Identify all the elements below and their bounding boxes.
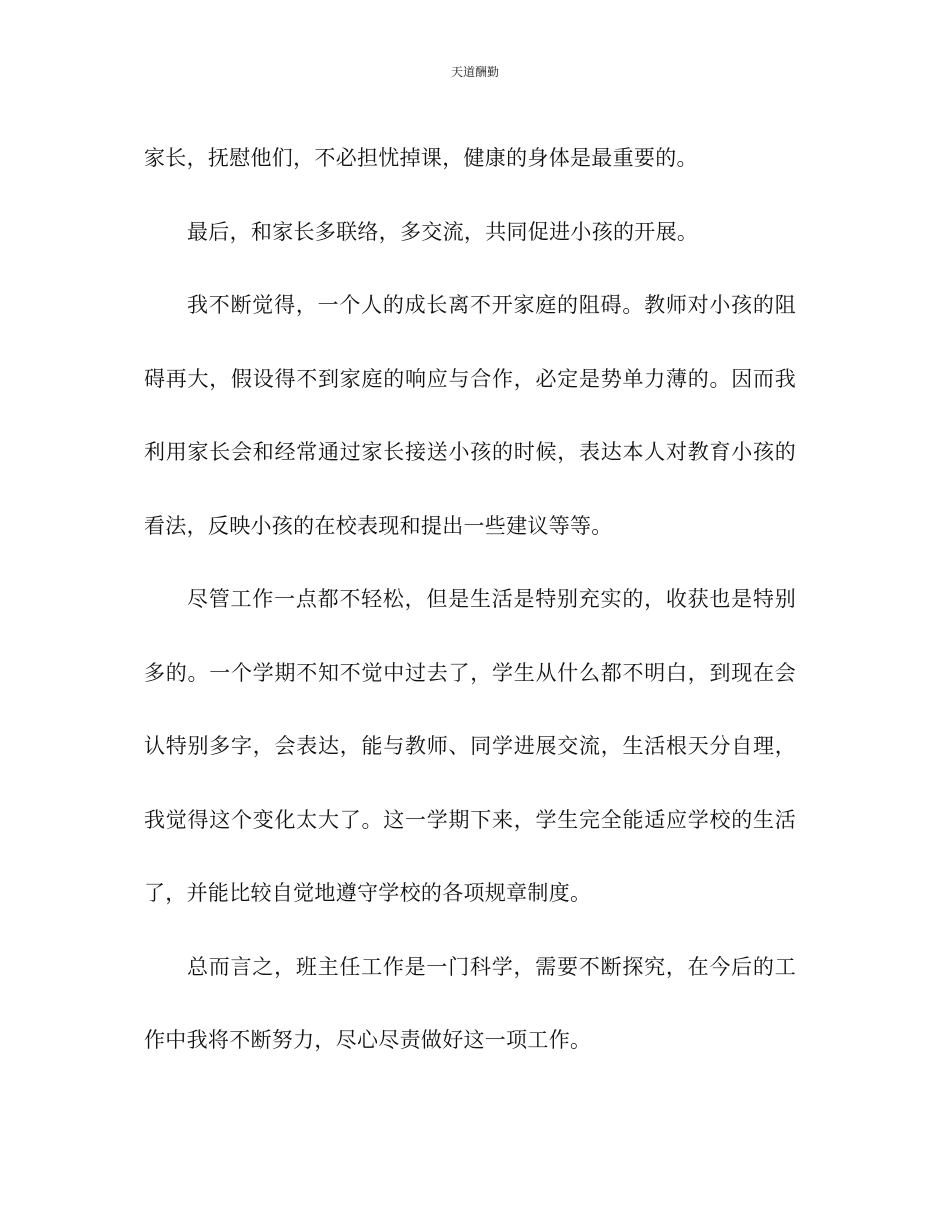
document-body — [144, 122, 796, 1078]
paragraph-parent-contact: 最后，和家长多联络，多交流，共同促进小孩的开展。 — [187, 219, 699, 244]
paragraph-conclusion: 总而言之，班主任工作是一门科学，需要不断探究，在今后的工作中我将不断努力，尽心尽责做好这一项工作。 — [144, 954, 796, 1052]
page-header: 天道酬勤 — [450, 65, 499, 79]
paragraph-semester-reflection: 尽管工作一点都不轻松，但是生活是特别充实的，收获也是特别多的。一个学期不知不觉中过去了，学生从什么都不明白，到现在会认特别多字，会表达，能与教师、同学进展交流，生活根天分自理，我觉得这个变化太大了。这一学期下来，学生完全能适应学校的生活了，并能比较自觉地遵守学校的各项规章制度。 — [144, 587, 796, 905]
paragraph-family-influence: 我不断觉得，一个人的成长离不开家庭的阻碍。教师对小孩的阻碍再大，假设得不到家庭的响应与合作，必定是势单力薄的。因而我利用家长会和经常通过家长接送小孩的时候，表达本人对教育小孩的看法，反映小孩的在校表现和提出一些建议等等。 — [144, 293, 796, 538]
paragraph-continuation: 家长，抚慰他们，不必担忧掉课，健康的身体是最重要的。 — [144, 146, 698, 170]
